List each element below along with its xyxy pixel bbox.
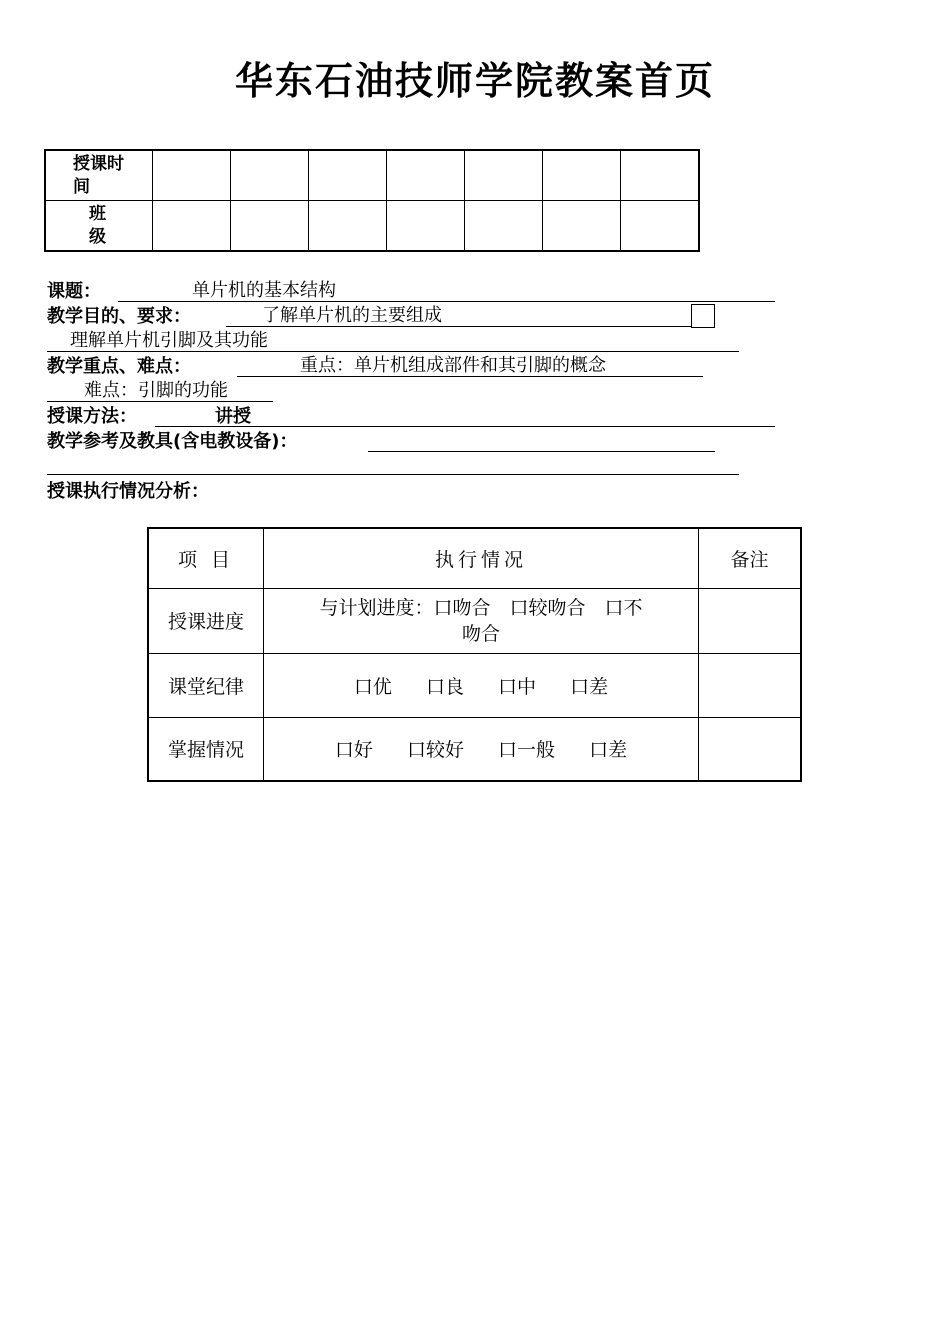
header-status: 执行情况 — [264, 528, 699, 588]
header-note: 备注 — [699, 528, 802, 588]
method-line — [47, 406, 137, 428]
row-note[interactable] — [699, 588, 802, 653]
reference-underline-2 — [47, 474, 739, 475]
option-good[interactable]: 口良 — [425, 675, 464, 698]
schedule-cell[interactable] — [309, 201, 387, 252]
goal-underline-1 — [226, 326, 691, 327]
row-item-mastery: 掌握情况 — [148, 717, 264, 781]
row-status-mastery — [264, 717, 699, 781]
goal-value-line2[interactable]: 理解单片机引脚及其功能 — [70, 330, 268, 351]
reference-line — [47, 431, 297, 453]
option-poor[interactable]: 口差 — [570, 675, 609, 698]
difficulty-value[interactable]: 难点：引脚的功能 — [84, 380, 228, 401]
row-item-progress: 授课进度 — [148, 588, 264, 653]
method-label: 授课方法： — [47, 406, 137, 427]
method-value[interactable]: 讲授 — [215, 406, 251, 427]
execution-table — [147, 527, 802, 782]
schedule-cell[interactable] — [153, 150, 231, 201]
schedule-cell[interactable] — [387, 150, 465, 201]
schedule-cell[interactable] — [387, 201, 465, 252]
checkbox[interactable] — [691, 304, 715, 328]
analysis-label: 授课执行情况分析： — [47, 481, 209, 502]
schedule-cell[interactable] — [231, 201, 309, 252]
option-excellent[interactable]: 口优 — [353, 675, 392, 698]
goal-underline-2 — [47, 351, 739, 352]
table-row — [148, 717, 801, 781]
schedule-row-time — [45, 150, 699, 201]
reference-underline — [368, 451, 715, 452]
goal-line — [47, 306, 191, 328]
schedule-cell[interactable] — [465, 150, 543, 201]
topic-value[interactable]: 单片机的基本结构 — [192, 280, 336, 301]
schedule-cell[interactable] — [621, 150, 700, 201]
goal-value-line1[interactable]: 了解单片机的主要组成 — [262, 305, 442, 326]
schedule-cell[interactable] — [465, 201, 543, 252]
progress-text-line1: 与计划进度：口吻合 口较吻合 口不 — [319, 596, 643, 619]
reference-label: 教学参考及教具(含电教设备)： — [47, 431, 298, 452]
analysis-line — [47, 481, 209, 503]
option-medium[interactable]: 口中 — [498, 675, 537, 698]
schedule-cell[interactable] — [231, 150, 309, 201]
progress-text-line2: 吻合 — [461, 622, 500, 645]
schedule-cell[interactable] — [309, 150, 387, 201]
schedule-cell[interactable] — [543, 150, 621, 201]
method-underline — [155, 426, 775, 427]
keypoint-value[interactable]: 重点：单片机组成部件和其引脚的概念 — [300, 355, 606, 376]
schedule-row-class — [45, 201, 699, 252]
option-poor[interactable]: 口差 — [589, 739, 628, 762]
schedule-cell[interactable] — [153, 201, 231, 252]
schedule-table — [44, 149, 700, 252]
row-status-discipline — [264, 653, 699, 717]
option-fairly-good[interactable]: 口较好 — [406, 739, 464, 762]
row-item-discipline: 课堂纪律 — [148, 653, 264, 717]
page-title: 华东石油技师学院教案首页 — [234, 59, 715, 103]
keypoints-label: 教学重点、难点： — [47, 356, 191, 377]
table-row — [148, 588, 801, 653]
topic-line — [47, 281, 101, 303]
schedule-class-label: 班级 — [45, 201, 153, 252]
execution-header-row — [148, 528, 801, 588]
keypoint-underline — [237, 376, 703, 377]
keypoints-line — [47, 356, 191, 378]
topic-underline — [118, 301, 775, 302]
row-status-progress[interactable] — [264, 588, 699, 653]
schedule-cell[interactable] — [621, 201, 700, 252]
goal-label: 教学目的、要求： — [47, 306, 191, 327]
option-average[interactable]: 口一般 — [498, 739, 556, 762]
row-note[interactable] — [699, 717, 802, 781]
topic-label: 课题： — [47, 281, 101, 302]
row-note[interactable] — [699, 653, 802, 717]
difficulty-underline — [47, 401, 273, 402]
schedule-cell[interactable] — [543, 201, 621, 252]
header-item: 项 目 — [148, 528, 264, 588]
table-row — [148, 653, 801, 717]
schedule-time-label: 授课时间 — [45, 150, 153, 201]
option-good[interactable]: 口好 — [334, 739, 373, 762]
